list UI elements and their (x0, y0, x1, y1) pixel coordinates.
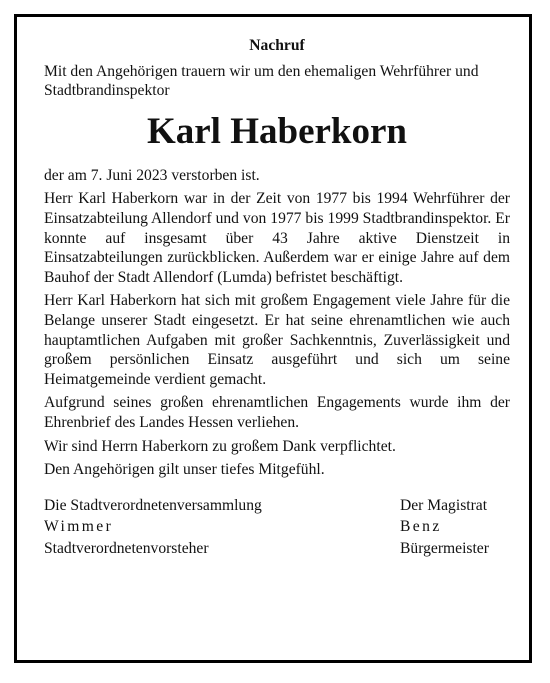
paragraph-engagement: Herr Karl Haberkorn hat sich mit großem Engagement viele Jahre für die Belange unserer Stadt eingesetzt. Er hat seine ehrenamtlichen wie auch hauptamtlichen Aufgaben mit großer Sachkenntnis, Zuverlässigkeit und großem persönlichen Einsatz ausgeführt und sich um seine Heimatgemeinde verdient gemacht. (44, 292, 510, 388)
paragraph-career: Herr Karl Haberkorn war in der Zeit von 1977 bis 1994 Wehrführer der Einsatzabteilung Allendorf und von 1977 bis 1999 Stadtbrandinspektor. Er konnte auf insgesamt über 43 Jahre aktive Dienstzeit in Einsatzabteilungen zurückblicken. Außerdem war er einige Jahre auf dem Bauhof der Stadt Allendorf (Lumda) befristet beschäftigt. (44, 190, 510, 286)
notice-heading: Nachruf (249, 37, 305, 54)
deceased-name: Karl Haberkorn (146, 110, 407, 152)
signature-block (44, 496, 510, 559)
signature-right-org: Der Magistrat (400, 496, 488, 514)
paragraph-death-date: der am 7. Juni 2023 verstorben ist. (44, 166, 260, 184)
intro-text: Mit den Angehörigen trauern wir um den ehemaligen Wehrführer und Stadtbrandinspektor (44, 62, 479, 100)
signature-org-row (44, 496, 510, 516)
signature-left-person: Wimmer (44, 518, 114, 536)
signature-person-row (44, 517, 510, 537)
obituary-notice (44, 36, 510, 560)
signature-right-person: Benz (400, 518, 442, 536)
signature-left-title: Stadtverordnetenvorsteher (44, 539, 209, 557)
paragraph-award: Aufgrund seines großen ehrenamtlichen Engagements wurde ihm der Ehrenbrief des Landes Hessen verliehen. (44, 394, 510, 431)
signature-right-title: Bürgermeister (400, 539, 489, 557)
signature-left-org: Die Stadtverordnetenversammlung (44, 496, 262, 514)
paragraph-condolences: Den Angehörigen gilt unser tiefes Mitgefühl. (44, 461, 325, 479)
paragraph-thanks: Wir sind Herrn Haberkorn zu großem Dank verpflichtet. (44, 437, 396, 455)
signature-title-row (44, 539, 510, 559)
